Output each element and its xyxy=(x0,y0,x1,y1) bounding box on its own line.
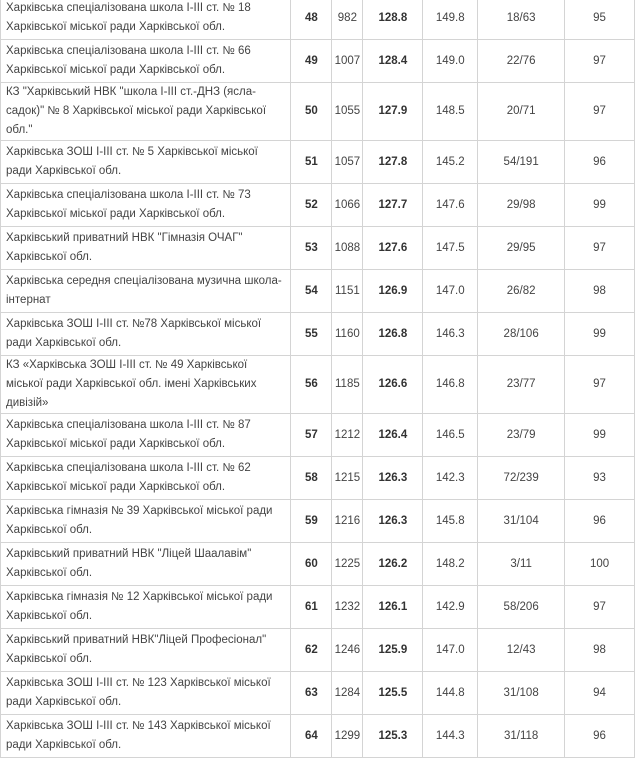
number-cell: 1232 xyxy=(332,586,363,629)
number-cell: 982 xyxy=(332,0,363,40)
rank-cell: 51 xyxy=(291,141,332,184)
rank-cell: 48 xyxy=(291,0,332,40)
number-cell: 1055 xyxy=(332,83,363,141)
rank-cell: 63 xyxy=(291,672,332,715)
average-cell: 148.5 xyxy=(423,83,478,141)
average-cell: 144.3 xyxy=(423,715,478,758)
school-name-cell: Харківська гімназія № 39 Харківської міської ради Харківської обл. xyxy=(1,500,291,543)
score-cell: 125.9 xyxy=(363,629,423,672)
percent-cell: 97 xyxy=(565,227,635,270)
percent-cell: 99 xyxy=(565,313,635,356)
school-name-cell: Харківський приватний НВК "Ліцей Шаалавім" Харківської обл. xyxy=(1,543,291,586)
table-row xyxy=(1,586,635,629)
average-cell: 145.8 xyxy=(423,500,478,543)
score-cell: 126.1 xyxy=(363,586,423,629)
table-row xyxy=(1,414,635,457)
rank-cell: 56 xyxy=(291,356,332,414)
percent-cell: 95 xyxy=(565,0,635,40)
average-cell: 146.5 xyxy=(423,414,478,457)
average-cell: 144.8 xyxy=(423,672,478,715)
ratio-cell: 29/98 xyxy=(478,184,565,227)
school-name-cell: Харківська гімназія № 12 Харківської міської ради Харківської обл. xyxy=(1,586,291,629)
percent-cell: 97 xyxy=(565,40,635,83)
table-row xyxy=(1,184,635,227)
score-cell: 128.4 xyxy=(363,40,423,83)
school-name-cell: Харківська спеціалізована школа І-ІІІ ст. № 66 Харківської міської ради Харківської обл. xyxy=(1,40,291,83)
number-cell: 1160 xyxy=(332,313,363,356)
percent-cell: 94 xyxy=(565,672,635,715)
number-cell: 1151 xyxy=(332,270,363,313)
percent-cell: 96 xyxy=(565,500,635,543)
rank-cell: 54 xyxy=(291,270,332,313)
school-name-cell: Харківська ЗОШ І-ІІІ ст. №78 Харківської міської ради Харківської обл. xyxy=(1,313,291,356)
ratio-cell: 29/95 xyxy=(478,227,565,270)
ratio-cell: 23/79 xyxy=(478,414,565,457)
ratio-cell: 31/104 xyxy=(478,500,565,543)
table-row xyxy=(1,629,635,672)
percent-cell: 93 xyxy=(565,457,635,500)
average-cell: 142.3 xyxy=(423,457,478,500)
number-cell: 1007 xyxy=(332,40,363,83)
ratio-cell: 23/77 xyxy=(478,356,565,414)
score-cell: 128.8 xyxy=(363,0,423,40)
table-row xyxy=(1,457,635,500)
average-cell: 147.5 xyxy=(423,227,478,270)
ratio-cell: 20/71 xyxy=(478,83,565,141)
school-name-cell: Харківська ЗОШ І-ІІІ ст. № 123 Харківської міської ради Харківської обл. xyxy=(1,672,291,715)
score-cell: 127.7 xyxy=(363,184,423,227)
number-cell: 1057 xyxy=(332,141,363,184)
table-row xyxy=(1,0,635,40)
score-cell: 126.8 xyxy=(363,313,423,356)
ratio-cell: 54/191 xyxy=(478,141,565,184)
number-cell: 1216 xyxy=(332,500,363,543)
average-cell: 149.8 xyxy=(423,0,478,40)
score-cell: 125.5 xyxy=(363,672,423,715)
table-row xyxy=(1,227,635,270)
score-cell: 126.4 xyxy=(363,414,423,457)
percent-cell: 100 xyxy=(565,543,635,586)
table-row xyxy=(1,500,635,543)
school-name-cell: Харківська спеціалізована школа І-ІІІ ст. № 62 Харківської міської ради Харківської обл. xyxy=(1,457,291,500)
score-cell: 125.3 xyxy=(363,715,423,758)
table-row xyxy=(1,83,635,141)
average-cell: 149.0 xyxy=(423,40,478,83)
rank-cell: 61 xyxy=(291,586,332,629)
table-row xyxy=(1,715,635,758)
school-name-cell: КЗ «Харківська ЗОШ І-ІІІ ст. № 49 Харківської міської ради Харківської обл. імені Харківських дивізій» xyxy=(1,356,291,414)
average-cell: 146.3 xyxy=(423,313,478,356)
percent-cell: 97 xyxy=(565,83,635,141)
average-cell: 147.0 xyxy=(423,270,478,313)
rank-cell: 59 xyxy=(291,500,332,543)
ratio-cell: 28/106 xyxy=(478,313,565,356)
number-cell: 1212 xyxy=(332,414,363,457)
percent-cell: 97 xyxy=(565,586,635,629)
score-cell: 127.9 xyxy=(363,83,423,141)
score-cell: 127.6 xyxy=(363,227,423,270)
rank-cell: 64 xyxy=(291,715,332,758)
number-cell: 1185 xyxy=(332,356,363,414)
school-name-cell: Харківський приватний НВК "Гімназія ОЧАГ" Харківської обл. xyxy=(1,227,291,270)
ratio-cell: 58/206 xyxy=(478,586,565,629)
average-cell: 147.0 xyxy=(423,629,478,672)
percent-cell: 96 xyxy=(565,715,635,758)
average-cell: 146.8 xyxy=(423,356,478,414)
table-row xyxy=(1,543,635,586)
average-cell: 142.9 xyxy=(423,586,478,629)
table-body xyxy=(1,0,635,758)
ratio-cell: 26/82 xyxy=(478,270,565,313)
ratio-cell: 12/43 xyxy=(478,629,565,672)
school-name-cell: Харківська спеціалізована школа І-ІІІ ст. № 87 Харківської міської ради Харківської обл. xyxy=(1,414,291,457)
percent-cell: 98 xyxy=(565,629,635,672)
number-cell: 1299 xyxy=(332,715,363,758)
ratio-cell: 31/108 xyxy=(478,672,565,715)
rank-cell: 52 xyxy=(291,184,332,227)
table-row xyxy=(1,141,635,184)
rank-cell: 55 xyxy=(291,313,332,356)
school-name-cell: Харківська середня спеціалізована музична школа-інтернат xyxy=(1,270,291,313)
rank-cell: 58 xyxy=(291,457,332,500)
school-name-cell: Харківська спеціалізована школа І-ІІІ ст. № 18 Харківської міської ради Харківської обл. xyxy=(1,0,291,40)
percent-cell: 99 xyxy=(565,184,635,227)
number-cell: 1225 xyxy=(332,543,363,586)
rank-cell: 53 xyxy=(291,227,332,270)
average-cell: 147.6 xyxy=(423,184,478,227)
score-cell: 126.2 xyxy=(363,543,423,586)
table-row xyxy=(1,313,635,356)
score-cell: 126.3 xyxy=(363,457,423,500)
number-cell: 1066 xyxy=(332,184,363,227)
score-cell: 127.8 xyxy=(363,141,423,184)
ratio-cell: 3/11 xyxy=(478,543,565,586)
school-name-cell: Харківська спеціалізована школа І-ІІІ ст. № 73 Харківської міської ради Харківської обл. xyxy=(1,184,291,227)
table-row xyxy=(1,40,635,83)
percent-cell: 99 xyxy=(565,414,635,457)
rank-cell: 57 xyxy=(291,414,332,457)
average-cell: 148.2 xyxy=(423,543,478,586)
rank-cell: 50 xyxy=(291,83,332,141)
table-row xyxy=(1,270,635,313)
rank-cell: 60 xyxy=(291,543,332,586)
table-row xyxy=(1,356,635,414)
school-name-cell: Харківська ЗОШ І-ІІІ ст. № 143 Харківської міської ради Харківської обл. xyxy=(1,715,291,758)
school-name-cell: Харківський приватний НВК"Ліцей Професіонал" Харківської обл. xyxy=(1,629,291,672)
rank-cell: 62 xyxy=(291,629,332,672)
ratio-cell: 31/118 xyxy=(478,715,565,758)
school-name-cell: КЗ "Харківський НВК "школа І-ІІІ ст.-ДНЗ (ясла-садок)" № 8 Харківської міської ради Харківської обл." xyxy=(1,83,291,141)
table-row xyxy=(1,672,635,715)
number-cell: 1246 xyxy=(332,629,363,672)
score-cell: 126.6 xyxy=(363,356,423,414)
score-cell: 126.3 xyxy=(363,500,423,543)
ratio-cell: 22/76 xyxy=(478,40,565,83)
score-cell: 126.9 xyxy=(363,270,423,313)
average-cell: 145.2 xyxy=(423,141,478,184)
school-name-cell: Харківська ЗОШ І-ІІІ ст. № 5 Харківської міської ради Харківської обл. xyxy=(1,141,291,184)
percent-cell: 97 xyxy=(565,356,635,414)
number-cell: 1088 xyxy=(332,227,363,270)
percent-cell: 96 xyxy=(565,141,635,184)
number-cell: 1284 xyxy=(332,672,363,715)
rank-cell: 49 xyxy=(291,40,332,83)
number-cell: 1215 xyxy=(332,457,363,500)
ratio-cell: 18/63 xyxy=(478,0,565,40)
percent-cell: 98 xyxy=(565,270,635,313)
ratio-cell: 72/239 xyxy=(478,457,565,500)
